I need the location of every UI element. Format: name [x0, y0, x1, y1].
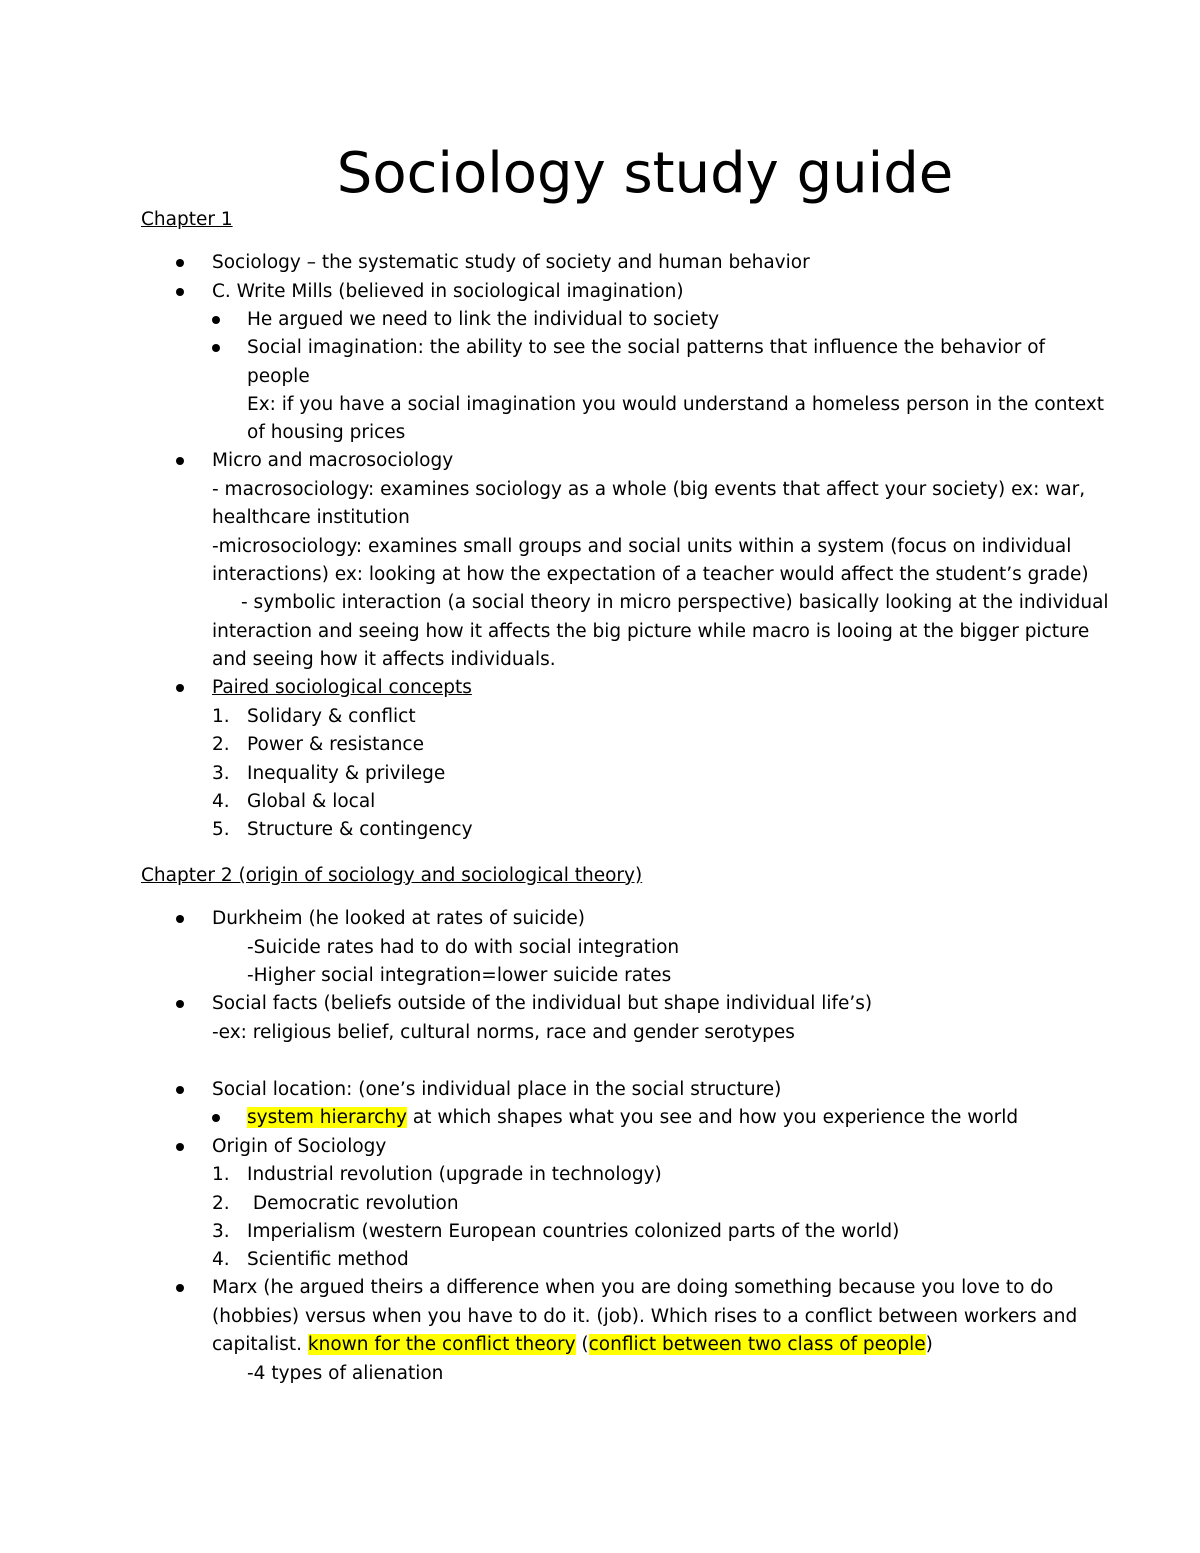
text-line: healthcare institution [212, 507, 410, 528]
numbered-item: Scientific method [247, 1249, 409, 1270]
highlighted-text: conflict between two class of people [588, 1334, 926, 1355]
text-line: -Higher social integration=lower suicide rates [247, 965, 672, 986]
list-item: He argued we need to link the individual to society [247, 309, 720, 330]
list-item: Origin of Sociology [212, 1136, 387, 1157]
text-line [212, 1331, 933, 1359]
highlighted-text: system hierarchy [247, 1107, 407, 1128]
numbered-item: Industrial revolution (upgrade in technology) [247, 1164, 662, 1185]
numbered-item: Solidary & conflict [247, 706, 416, 727]
text-line: interaction and seeing how it affects the big picture while macro is looing at the bigger picture [212, 621, 1090, 642]
list-number: 4. [212, 791, 230, 812]
text-line: Ex: if you have a social imagination you would understand a homeless person in the context [247, 394, 1104, 415]
page-title: Sociology study guide [336, 141, 954, 206]
text-span: ) [925, 1334, 933, 1355]
text-line: -microsociology: examines small groups and social units within a system (focus on individual [212, 536, 1072, 557]
list-item: Micro and macrosociology [212, 450, 454, 471]
list-item: Social imagination: the ability to see the social patterns that influence the behavior of [247, 337, 1046, 358]
numbered-item: Structure & contingency [247, 819, 473, 840]
text-span: capitalist. [212, 1334, 308, 1355]
numbered-item: Power & resistance [247, 734, 424, 755]
text-line: -ex: religious belief, cultural norms, race and gender serotypes [212, 1022, 795, 1043]
bullet-icon [176, 259, 184, 267]
list-item: Marx (he argued theirs a difference when you are doing something because you love to do [212, 1277, 1054, 1298]
numbered-item: Imperialism (western European countries colonized parts of the world) [247, 1221, 900, 1242]
list-item: Sociology – the systematic study of society and human behavior [212, 252, 810, 273]
bullet-icon [176, 1086, 184, 1094]
list-number: 2. [212, 734, 230, 755]
list-item: Durkheim (he looked at rates of suicide) [212, 908, 585, 929]
text-line: and seeing how it affects individuals. [212, 649, 556, 670]
chapter-1-heading: Chapter 1 [141, 209, 233, 230]
list-item: Social facts (beliefs outside of the individual but shape individual life’s) [212, 993, 873, 1014]
chapter-2-heading: Chapter 2 (origin of sociology and sociological theory) [141, 865, 643, 886]
list-item: Social location: (one’s individual place in the social structure) [212, 1079, 782, 1100]
text-line: people [247, 366, 310, 387]
bullet-icon [176, 1143, 184, 1151]
text-line: - symbolic interaction (a social theory in micro perspective) basically looking at the individual [241, 592, 1109, 613]
bullet-icon [176, 1284, 184, 1292]
list-number: 1. [212, 706, 230, 727]
text-line: of housing prices [247, 422, 406, 443]
text-span: at which shapes what you see and how you experience the world [407, 1107, 1019, 1128]
list-number: 3. [212, 763, 230, 784]
bullet-icon [176, 1000, 184, 1008]
bullet-icon [176, 684, 184, 692]
highlighted-text: known for the conflict theory [307, 1334, 576, 1355]
bullet-icon [212, 344, 220, 352]
list-item [247, 1104, 1018, 1132]
list-number: 4. [212, 1249, 230, 1270]
text-line: -Suicide rates had to do with social integration [247, 937, 680, 958]
text-line: - macrosociology: examines sociology as a whole (big events that affect your society) ex: war, [212, 479, 1086, 500]
list-number: 1. [212, 1164, 230, 1185]
list-number: 3. [212, 1221, 230, 1242]
bullet-icon [212, 316, 220, 324]
bullet-icon [212, 1114, 220, 1122]
text-line: -4 types of alienation [247, 1363, 444, 1384]
text-line: interactions) ex: looking at how the expectation of a teacher would affect the student’s grade) [212, 564, 1089, 585]
list-item: C. Write Mills (believed in sociological imagination) [212, 281, 684, 302]
numbered-item: Global & local [247, 791, 376, 812]
numbered-item: Inequality & privilege [247, 763, 446, 784]
list-number: 5. [212, 819, 230, 840]
numbered-item: Democratic revolution [247, 1193, 459, 1214]
bullet-icon [176, 915, 184, 923]
list-item: Paired sociological concepts [212, 677, 472, 698]
bullet-icon [176, 457, 184, 465]
text-line: (hobbies) versus when you have to do it. (job). Which rises to a conflict between workers and [212, 1306, 1078, 1327]
list-number: 2. [212, 1193, 230, 1214]
text-span: ( [575, 1334, 589, 1355]
bullet-icon [176, 288, 184, 296]
